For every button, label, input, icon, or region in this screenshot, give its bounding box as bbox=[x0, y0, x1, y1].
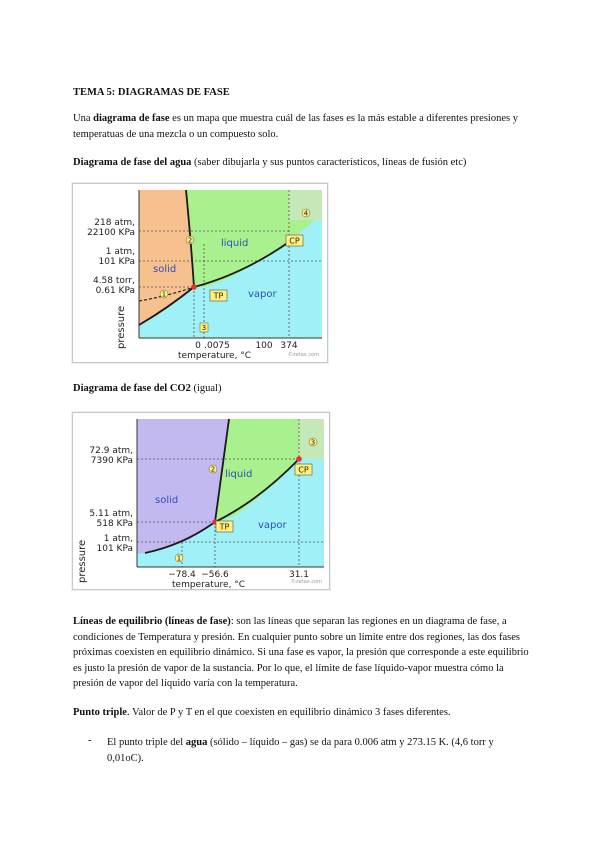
co2-liquid-label: liquid bbox=[225, 469, 253, 480]
water-xtick-374: 374 bbox=[280, 341, 298, 351]
triple-point-paragraph bbox=[73, 705, 533, 721]
water-watermark: ©zetax.com bbox=[288, 352, 319, 358]
co2-ylabel-101kpa: 101 KPa bbox=[96, 544, 133, 554]
water-vapor-label: vapor bbox=[248, 289, 277, 300]
co2-vapor-label: vapor bbox=[258, 520, 287, 531]
water-cp-label: CP bbox=[289, 236, 300, 246]
water-solid-label: solid bbox=[153, 264, 177, 275]
water-xtick-100: 100 bbox=[255, 341, 273, 351]
co2-xtick-784: −78.4 bbox=[168, 570, 196, 580]
intro-pre: Una bbox=[73, 113, 94, 124]
equilibrium-paragraph bbox=[73, 614, 533, 692]
co2-cp-label: CP bbox=[298, 465, 309, 475]
co2-xtick-311: 31.1 bbox=[288, 570, 310, 580]
co2-marker-2: 2 bbox=[210, 465, 216, 474]
water-xtick-0075: .0075 bbox=[204, 341, 230, 351]
water-xlabel: temperature, °C bbox=[178, 351, 252, 361]
water-ylabel-061kpa: 0.61 KPa bbox=[95, 286, 135, 296]
co2-tp-label: TP bbox=[219, 522, 230, 532]
intro-post: es un mapa que muestra cuál de las fases es la más estable a diferentes presiones y temperatuas de una mezcla o un compuesto solo. bbox=[73, 113, 518, 140]
co2-xtick-566: −56.6 bbox=[201, 570, 229, 580]
page-title: TEMA 5: DIAGRAMAS DE FASE bbox=[73, 87, 230, 98]
co2-ylabel-518kpa: 518 KPa bbox=[96, 519, 133, 529]
water-liquid-label: liquid bbox=[221, 238, 249, 249]
equilibrium-bold: Líneas de equilibrio (líneas de fase) bbox=[73, 616, 231, 627]
co2-heading bbox=[73, 381, 533, 397]
co2-ylabel-7390kpa: 7390 KPa bbox=[90, 456, 133, 466]
water-marker-3: 3 bbox=[201, 324, 207, 332]
water-heading-rest: (saber dibujarla y sus puntos característicos, líneas de fusión etc) bbox=[191, 157, 467, 168]
triple-bold: Punto triple bbox=[73, 707, 127, 718]
water-marker-2: 2 bbox=[187, 236, 193, 245]
co2-solid-label: solid bbox=[155, 495, 179, 506]
bullet-pre: El punto triple del bbox=[107, 737, 186, 748]
co2-xlabel: temperature, °C bbox=[172, 580, 246, 589]
water-phase-diagram bbox=[72, 183, 328, 363]
co2-ylabel-511atm: 5.11 atm, bbox=[89, 509, 133, 519]
co2-ylabel-729atm: 72.9 atm, bbox=[89, 446, 133, 456]
intro-paragraph bbox=[73, 111, 533, 142]
water-triple-point bbox=[191, 284, 197, 290]
co2-watermark: ©zetax.com bbox=[291, 579, 322, 585]
bullet-bold: agua bbox=[185, 737, 208, 748]
co2-marker-3: 3 bbox=[310, 438, 316, 447]
water-xtick-0: 0 bbox=[195, 341, 201, 351]
water-ylabel-101kpa: 101 KPa bbox=[98, 257, 135, 267]
co2-ylabel-1atm: 1 atm, bbox=[103, 534, 133, 544]
bullet-post: (sólido – líquido – gas) se da para 0.006 atm y 273.15 K. (4,6 torr y 0,01oC). bbox=[107, 737, 494, 764]
equilibrium-rest: : son las líneas que separan las regiones en un diagrama de fase, a condiciones de Temperatura y presión. En cualquier punto sobre un límite entre dos regiones, las dos fases próximas coexisten en equilibrio dinámico. Si una fase es vapor, la presión que corresponde a este equilibrio es justo la presión de vapor de la sustancia. Por lo que, el límite de fase líquido-vapor muestra cómo la presión de vapor del líquido varía con la temperatura. bbox=[73, 616, 529, 689]
bullet-item bbox=[107, 735, 527, 766]
co2-heading-bold: Diagrama de fase del CO2 bbox=[73, 383, 191, 394]
intro-bold: diagrama de fase bbox=[93, 113, 170, 124]
water-ylabel: pressure bbox=[116, 305, 127, 349]
co2-marker-1: 1 bbox=[176, 554, 182, 563]
co2-ylabel: pressure bbox=[77, 539, 88, 583]
water-ylabel-1atm: 1 atm, bbox=[105, 247, 135, 257]
co2-heading-rest: (igual) bbox=[190, 383, 222, 394]
co2-critical-point bbox=[296, 456, 302, 462]
water-marker-4: 4 bbox=[303, 209, 309, 218]
water-ylabel-458torr: 4.58 torr, bbox=[92, 276, 135, 286]
water-marker-1: 1 bbox=[161, 290, 167, 299]
co2-phase-diagram bbox=[72, 412, 330, 590]
triple-rest: . Valor de P y T en el que coexisten en equilibrio dinámico 3 fases diferentes. bbox=[126, 707, 451, 718]
water-heading-bold: Diagrama de fase del agua bbox=[73, 157, 192, 168]
water-ylabel-22100kpa: 22100 KPa bbox=[87, 228, 135, 238]
bullet-marker: - bbox=[88, 735, 92, 746]
water-heading bbox=[73, 155, 533, 171]
water-ylabel-218atm: 218 atm, bbox=[94, 218, 135, 228]
water-tp-label: TP bbox=[213, 291, 224, 301]
